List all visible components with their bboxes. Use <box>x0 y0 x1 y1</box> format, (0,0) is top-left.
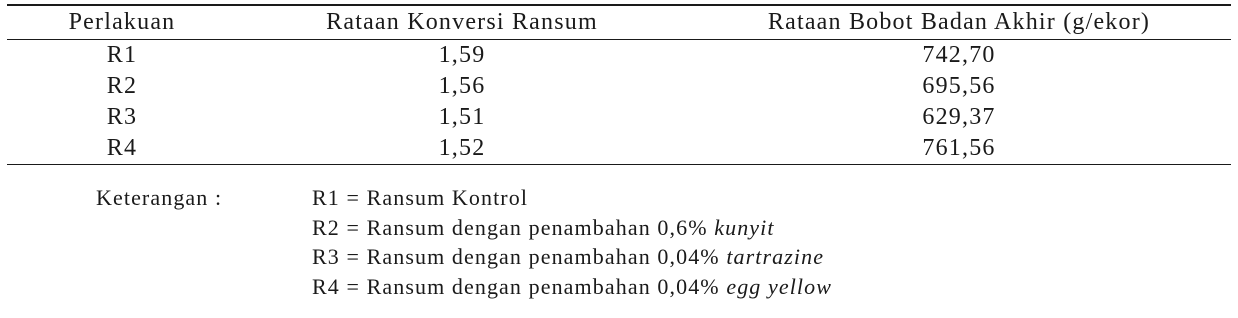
header-rataan-bobot-badan-akhir: Rataan Bobot Badan Akhir (g/ekor) <box>687 5 1231 40</box>
cell-bobot: 761,56 <box>687 133 1231 165</box>
table-row <box>7 133 1231 165</box>
cell-perlakuan: R3 <box>106 104 138 130</box>
table-header <box>7 5 1231 40</box>
header-rataan-konversi-ransum: Rataan Konversi Ransum <box>237 5 687 40</box>
table-row <box>7 40 1231 72</box>
note-line <box>312 272 832 302</box>
cell-konversi: 1,59 <box>438 42 486 68</box>
table-row <box>7 71 1231 102</box>
notes-lines <box>312 183 832 301</box>
cell-konversi: 1,52 <box>237 133 687 165</box>
cell-perlakuan: R1 <box>106 42 138 68</box>
note-term: kunyit <box>714 214 775 240</box>
note-line <box>312 183 832 213</box>
cell-konversi: 1,51 <box>438 104 486 130</box>
cell-bobot: 742,70 <box>922 42 996 68</box>
notes-label: Keterangan : <box>96 185 223 210</box>
table-body <box>7 40 1231 165</box>
note-term: egg yellow <box>726 273 833 299</box>
cell-bobot: 629,37 <box>922 104 996 130</box>
results-table <box>7 4 1231 165</box>
note-line <box>312 213 832 243</box>
table-row <box>7 102 1231 133</box>
note-line <box>312 242 832 272</box>
cell-perlakuan: R2 <box>106 73 138 99</box>
note-term: tartrazine <box>726 244 825 269</box>
header-perlakuan: Perlakuan <box>7 5 237 40</box>
cell-perlakuan: R4 <box>7 133 237 165</box>
note-text: R1 = Ransum Kontrol <box>312 185 529 210</box>
note-text: R2 = Ransum dengan penambahan 0,6% <box>312 214 715 240</box>
header-row <box>7 5 1231 40</box>
note-text: R4 = Ransum dengan penambahan 0,04% <box>312 273 727 299</box>
cell-konversi: 1,56 <box>438 73 486 99</box>
note-text: R3 = Ransum dengan penambahan 0,04% <box>312 244 727 269</box>
cell-bobot: 695,56 <box>922 73 996 99</box>
